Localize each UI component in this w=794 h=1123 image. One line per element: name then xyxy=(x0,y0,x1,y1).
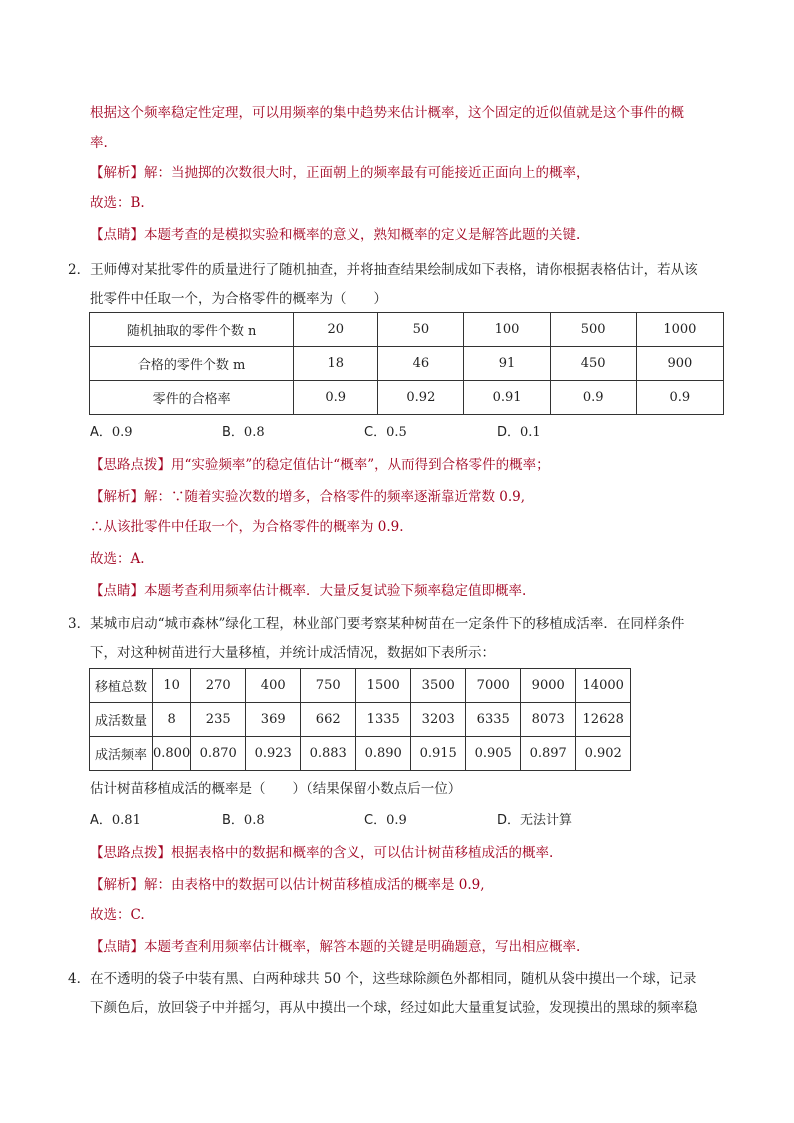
option-letter: C． xyxy=(364,813,387,828)
option-b xyxy=(222,811,265,831)
q2-comment xyxy=(90,581,526,601)
q2-analysis xyxy=(90,487,525,507)
table-cell: 46 xyxy=(378,347,464,381)
table-row xyxy=(90,703,631,737)
hint-tag: 【思路点拨】 xyxy=(90,457,171,473)
table-cell: 100 xyxy=(464,313,550,347)
row-header-cell: 合格的零件个数 m xyxy=(90,347,294,381)
table-cell: 0.91 xyxy=(464,381,550,415)
option-a xyxy=(90,423,133,443)
row-header-cell: 随机抽取的零件个数 n xyxy=(90,313,294,347)
comment-text: 本题考查利用频率估计概率，解答本题的关键是明确题意，写出相应概率. xyxy=(144,939,581,955)
table-cell: 500 xyxy=(550,313,636,347)
table-cell: 9000 xyxy=(521,669,576,703)
table-cell: 270 xyxy=(191,669,246,703)
table-cell: 14000 xyxy=(576,669,631,703)
table-cell: 91 xyxy=(464,347,550,381)
option-letter: B． xyxy=(222,813,244,828)
table-cell: 8073 xyxy=(521,703,576,737)
intro-line-2: 率. xyxy=(90,135,108,151)
table-cell: 450 xyxy=(550,347,636,381)
option-d xyxy=(497,423,541,443)
table-row xyxy=(90,669,631,703)
table-cell: 1335 xyxy=(356,703,411,737)
analysis-tag: 【解析】 xyxy=(90,165,144,181)
question-3-stem xyxy=(68,614,684,634)
q2-hint xyxy=(90,455,550,475)
table-cell: 369 xyxy=(246,703,301,737)
table-cell: 0.883 xyxy=(301,737,356,771)
option-c xyxy=(364,811,407,831)
table-row xyxy=(90,347,724,381)
table-cell: 1000 xyxy=(636,313,723,347)
table-cell: 0.9 xyxy=(636,381,723,415)
question-number: 4． xyxy=(68,971,91,987)
table-cell: 7000 xyxy=(466,669,521,703)
seedling-table xyxy=(89,668,631,771)
table-cell: 0.92 xyxy=(378,381,464,415)
hint-text: 根据表格中的数据和概率的含义，可以估计树苗移植成活的概率. xyxy=(171,845,554,861)
table-cell: 662 xyxy=(301,703,356,737)
table-cell: 900 xyxy=(636,347,723,381)
row-header-cell: 移植总数 xyxy=(90,669,153,703)
q3-hint xyxy=(90,843,553,863)
intro-line-1: 根据这个频率稳定性定理，可以用频率的集中趋势来估计概率，这个固定的近似值就是这个事件的概 xyxy=(90,105,684,121)
question-3-prompt: 估计树苗移植成活的概率是（ ）（结果保留小数点后一位） xyxy=(90,781,462,797)
table-cell: 10 xyxy=(153,669,191,703)
option-value: 0.9 xyxy=(111,425,133,440)
table-row xyxy=(90,313,724,347)
option-d xyxy=(497,811,572,831)
question-number: 3． xyxy=(68,616,91,632)
option-letter: C． xyxy=(364,425,387,440)
table-cell: 0.890 xyxy=(356,737,411,771)
table-cell: 50 xyxy=(378,313,464,347)
q3-comment xyxy=(90,937,580,957)
table-cell: 235 xyxy=(191,703,246,737)
row-header-cell: 零件的合格率 xyxy=(90,381,294,415)
option-value: 0.81 xyxy=(111,813,141,828)
table-cell: 0.9 xyxy=(550,381,636,415)
option-b xyxy=(222,423,265,443)
q2-answer: 故选：A. xyxy=(90,551,145,567)
table-cell: 1500 xyxy=(356,669,411,703)
option-letter: D． xyxy=(497,425,521,440)
row-header-cell: 成活数量 xyxy=(90,703,153,737)
question-number: 2． xyxy=(68,262,91,278)
table-cell: 0.915 xyxy=(411,737,466,771)
comment-text: 本题考查的是模拟实验和概率的意义，熟知概率的定义是解答此题的关键. xyxy=(144,227,581,243)
analysis-text: 解：∵随着实验次数的增多，合格零件的频率逐渐靠近常数 0.9, xyxy=(144,489,526,505)
question-4-stem xyxy=(68,969,696,989)
table-cell: 0.9 xyxy=(294,381,378,415)
question-3-stem-line-2: 下，对这种树苗进行大量移植，并统计成活情况，数据如下表所示： xyxy=(90,645,495,661)
q3-answer: 故选：C. xyxy=(90,907,145,923)
question-2-stem-line-2: 批零件中任取一个，为合格零件的概率为（ ） xyxy=(90,291,387,307)
stem-line-1: 某城市启动“城市森林”绿化工程，林业部门要考察某种树苗在一定条件下的移植成活率．在同样条件 xyxy=(90,616,685,632)
q2-therefore: ∴从该批零件中任取一个，为合格零件的概率为 0.9. xyxy=(90,519,404,535)
table-cell: 0.870 xyxy=(191,737,246,771)
table-row xyxy=(90,381,724,415)
table-cell: 6335 xyxy=(466,703,521,737)
row-header-cell: 成活频率 xyxy=(90,737,153,771)
option-letter: A． xyxy=(90,425,112,440)
question-2-stem xyxy=(68,260,698,280)
table-cell: 8 xyxy=(153,703,191,737)
table-cell: 12628 xyxy=(576,703,631,737)
option-value: 0.8 xyxy=(243,813,265,828)
table-row xyxy=(90,737,631,771)
option-a xyxy=(90,811,141,831)
q1-comment xyxy=(90,225,580,245)
analysis-tag: 【解析】 xyxy=(90,489,144,505)
option-letter: B． xyxy=(222,425,244,440)
option-letter: D． xyxy=(497,813,521,828)
comment-tag: 【点睛】 xyxy=(90,583,144,599)
comment-text: 本题考查利用频率估计概率．大量反复试验下频率稳定值即概率. xyxy=(144,583,527,599)
question-4-stem-line-2: 下颜色后，放回袋子中并摇匀，再从中摸出一个球，经过如此大量重复试验，发现摸出的黑球的频率稳 xyxy=(90,1000,698,1016)
stem-line-1: 王师傅对某批零件的质量进行了随机抽查，并将抽查结果绘制成如下表格，请你根据表格估计，若从该 xyxy=(90,262,698,278)
q3-analysis xyxy=(90,875,485,895)
table-cell: 3500 xyxy=(411,669,466,703)
q1-analysis xyxy=(90,163,590,183)
stem-line-1: 在不透明的袋子中装有黑、白两种球共 50 个，这些球除颜色外都相同，随机从袋中摸出一个球，记录 xyxy=(90,971,697,987)
analysis-text: 解：当抛掷的次数很大时，正面朝上的频率最有可能接近正面向上的概率， xyxy=(144,165,590,181)
table-cell: 0.902 xyxy=(576,737,631,771)
option-value: 0.5 xyxy=(386,425,407,440)
table-cell: 18 xyxy=(294,347,378,381)
option-value: 0.9 xyxy=(386,813,407,828)
option-letter: A． xyxy=(90,813,112,828)
table-cell: 0.923 xyxy=(246,737,301,771)
option-value: 0.1 xyxy=(520,425,541,440)
q1-answer: 故选：B. xyxy=(90,195,145,211)
option-c xyxy=(364,423,407,443)
hint-text: 用“实验频率”的稳定值估计“概率”，从而得到合格零件的概率； xyxy=(171,457,550,473)
table-cell: 0.800 xyxy=(153,737,191,771)
table-cell: 0.905 xyxy=(466,737,521,771)
table-cell: 20 xyxy=(294,313,378,347)
comment-tag: 【点睛】 xyxy=(90,939,144,955)
analysis-text: 解：由表格中的数据可以估计树苗移植成活的概率是 0.9, xyxy=(144,877,485,893)
table-cell: 3203 xyxy=(411,703,466,737)
table-cell: 400 xyxy=(246,669,301,703)
parts-table xyxy=(89,312,724,415)
table-cell: 750 xyxy=(301,669,356,703)
option-value: 0.8 xyxy=(243,425,265,440)
analysis-tag: 【解析】 xyxy=(90,877,144,893)
comment-tag: 【点睛】 xyxy=(90,227,144,243)
table-cell: 0.897 xyxy=(521,737,576,771)
option-value: 无法计算 xyxy=(520,813,573,828)
hint-tag: 【思路点拨】 xyxy=(90,845,171,861)
